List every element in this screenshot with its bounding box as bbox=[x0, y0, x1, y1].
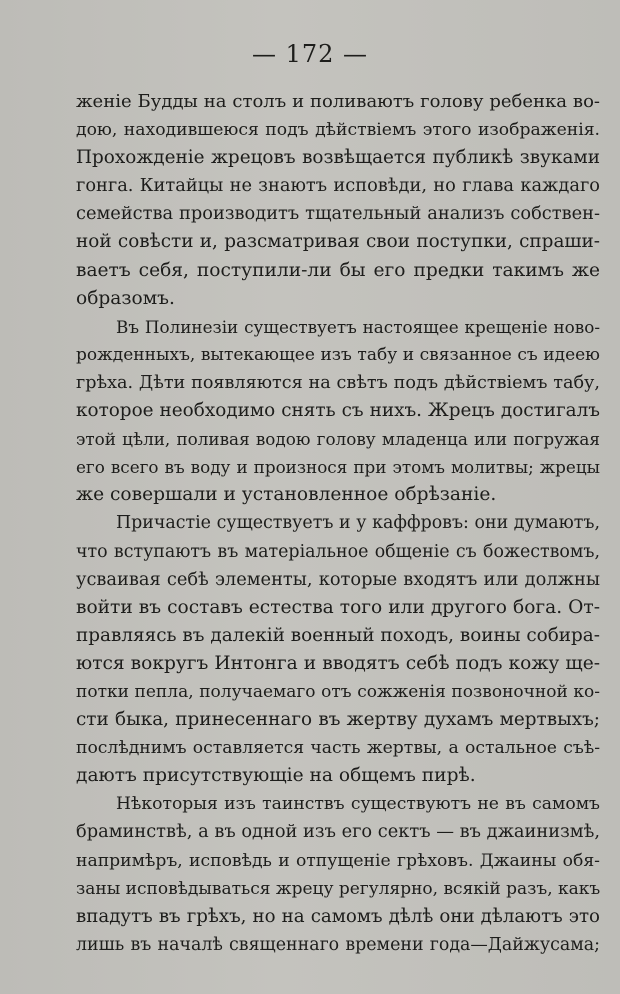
text-line: лишь въ началѣ священнаго времени года—Дайжусама; bbox=[76, 934, 600, 955]
text-line: ются вокругъ Интонга и вводятъ себѣ подъ кожу ще- bbox=[76, 652, 600, 674]
text-line: его всего въ воду и произнося при этомъ молитвы; жрецы bbox=[76, 457, 600, 478]
text-line: гонга. Китайцы не знаютъ исповѣди, но глава каждаго bbox=[76, 175, 600, 197]
page-number: — 172 — bbox=[251, 40, 369, 68]
body-text bbox=[76, 88, 600, 959]
text-line: ваетъ себя, поступили-ли бы его предки такимъ же bbox=[76, 259, 600, 281]
text-line: Прохожденіе жрецовъ возвѣщается публикѣ звуками bbox=[76, 147, 600, 169]
text-line: усваивая себѣ элементы, которые входятъ или должны bbox=[76, 568, 600, 590]
text-line: рожденныхъ, вытекающее изъ табу и связанное съ идеею bbox=[76, 344, 600, 365]
text-line: впадутъ въ грѣхъ, но на самомъ дѣлѣ они дѣлаютъ это bbox=[76, 905, 600, 927]
text-line: семейства производитъ тщательный анализъ собствен- bbox=[76, 203, 600, 225]
text-line: которое необходимо снять съ нихъ. Жрецъ достигалъ bbox=[76, 400, 600, 422]
text-line: сти быка, принесеннаго въ жертву духамъ мертвыхъ; bbox=[76, 709, 600, 731]
text-line: Въ Полинезіи существуетъ настоящее крещеніе ново- bbox=[116, 316, 600, 337]
text-line: что вступаютъ въ матеріальное общеніе съ божествомъ, bbox=[76, 541, 600, 562]
text-line: даютъ присутствующіе на общемъ пирѣ. bbox=[76, 765, 476, 787]
text-line: правляясь въ далекій военный походъ, воины собира- bbox=[76, 624, 600, 646]
text-line: послѣднимъ оставляется часть жертвы, а остальное съѣ- bbox=[76, 738, 600, 759]
text-line: войти въ составъ естества того или другого бога. От- bbox=[76, 596, 600, 618]
text-line: потки пепла, получаемаго отъ сожженія позвоночной ко- bbox=[76, 681, 600, 702]
text-line: напримѣръ, исповѣдь и отпущеніе грѣховъ. Джаины обя- bbox=[76, 850, 600, 871]
text-line: женіе Будды на столъ и поливаютъ голову ребенка во- bbox=[76, 91, 600, 112]
text-line: этой цѣли, поливая водою голову младенца или погружая bbox=[76, 429, 600, 450]
text-line: дою, находившеюся подъ дѣйствіемъ этого изображенія. bbox=[76, 120, 600, 141]
text-line: ной совѣсти и, разсматривая свои поступки, спраши- bbox=[76, 231, 600, 253]
text-line: браминствѣ, а въ одной изъ его сектъ — въ джаинизмѣ, bbox=[76, 821, 600, 843]
text-line: заны исповѣдываться жрецу регулярно, всякій разъ, какъ bbox=[76, 878, 600, 899]
text-line: образомъ. bbox=[76, 287, 175, 309]
text-line: Нѣкоторыя изъ таинствъ существуютъ не въ самомъ bbox=[116, 794, 600, 815]
text-line: же совершали и установленное обрѣзаніе. bbox=[76, 484, 497, 506]
text-line: грѣха. Дѣти появляются на свѣтъ подъ дѣйствіемъ табу, bbox=[76, 372, 600, 393]
text-line: Причастіе существуетъ и у каффровъ: они думаютъ, bbox=[116, 513, 600, 534]
